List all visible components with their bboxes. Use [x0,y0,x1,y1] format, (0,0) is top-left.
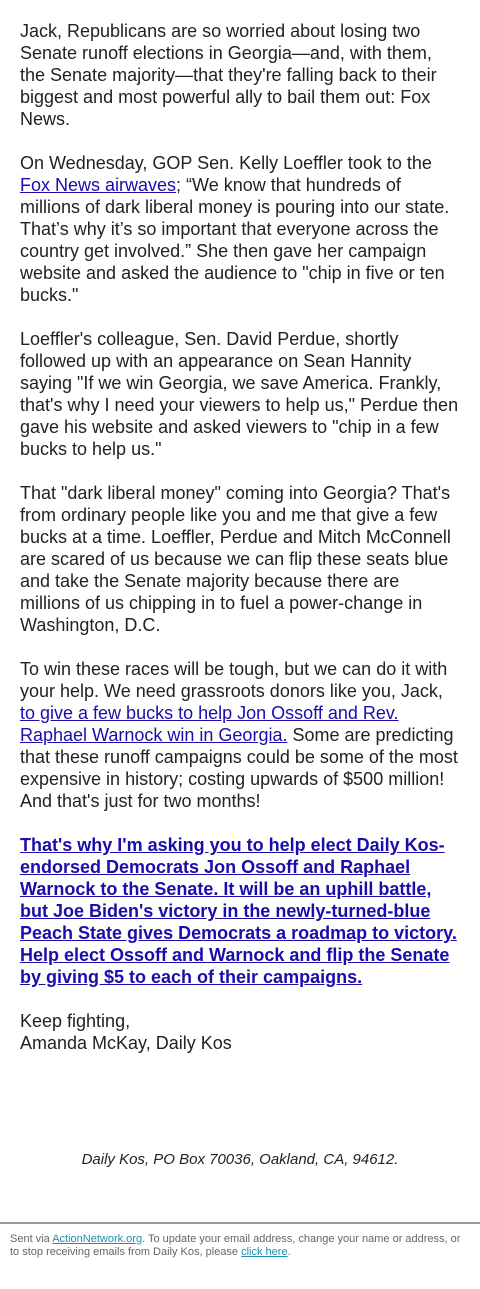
paragraph-loeffler-text-start: On Wednesday, GOP Sen. Kelly Loeffler took to the [20,153,432,173]
signature-name: Amanda McKay, Daily Kos [20,1033,232,1053]
paragraph-ask-text-start: To win these races will be tough, but we can do it with your help. We need grassroots donors like you, Jack, [20,659,448,701]
email-body [20,20,460,1076]
paragraph-ask [20,658,460,812]
paragraph-ask-text-end: Some are predicting that these runoff campaigns could be some of the most expensive in history; costing upwards of $500 million! And that's just for two months! [20,725,458,811]
unsubscribe-link[interactable]: click here [241,1246,288,1258]
paragraph-perdue: Loeffler's colleague, Sen. David Perdue, shortly followed up with an appearance on Sean Hannity saying "If we win Georgia, we save America. Frankly, that's why I need your viewers to help us," Perdue then gave his website and asked viewers to "chip in a few bucks to help us." [20,329,459,459]
signature-block [20,1010,460,1054]
paragraph-loeffler-text-end: ; “We know that hundreds of millions of dark liberal money is pouring into our state. That’s why it’s so important that everyone across the country get involved.” She then gave her campaign website and asked the audience to "chip in five or ten bucks." [20,175,450,305]
footer-text-start: Sent via [10,1233,53,1245]
signoff: Keep fighting, [20,1011,131,1031]
footer-text-end: . [287,1246,291,1258]
paragraph-intro: Jack, Republicans are so worried about losing two Senate runoff elections in Georgia—and, with them, the Senate majority—that they're falling back to their biggest and most powerful ally to bail them out: Fox News. [20,21,437,129]
paragraph-dark-money: That "dark liberal money" coming into Georgia? That's from ordinary people like you and me that give a few bucks at a time. Loeffler, Perdue and Mitch McConnell are scared of us because we can flip these seats blue and take the Senate majority because there are millions of us chipping in to fuel a power-change in Washington, D.C. [20,483,451,635]
mailing-address: Daily Kos, PO Box 70036, Oakland, CA, 94612. [81,1151,399,1168]
donate-cta-link[interactable]: That's why I'm asking you to help elect Daily Kos-endorsed Democrats Jon Ossoff and Raphael Warnock to the Senate. It will be an uphill battle, but Joe Biden's victory in the newly-turned-blue Peach State gives Democrats a roadmap to victory. Help elect Ossoff and Warnock and flip the Senate by giving $5 to each of their campaigns. [20,835,457,987]
donate-ossoff-warnock-link[interactable]: to give a few bucks to help Jon Ossoff and Rev. Raphael Warnock win in Georgia. [20,703,399,745]
paragraph-loeffler [20,152,460,306]
footer-divider [0,1222,480,1224]
fox-news-airwaves-link[interactable]: Fox News airwaves [20,175,177,195]
paragraph-cta [20,834,460,988]
email-footer [10,1233,470,1259]
actionnetwork-link[interactable]: ActionNetwork.org [52,1233,143,1245]
footer-text-middle: . To update your email address, change your name or address, or to stop receiving emails from Daily Kos, please [10,1233,461,1258]
